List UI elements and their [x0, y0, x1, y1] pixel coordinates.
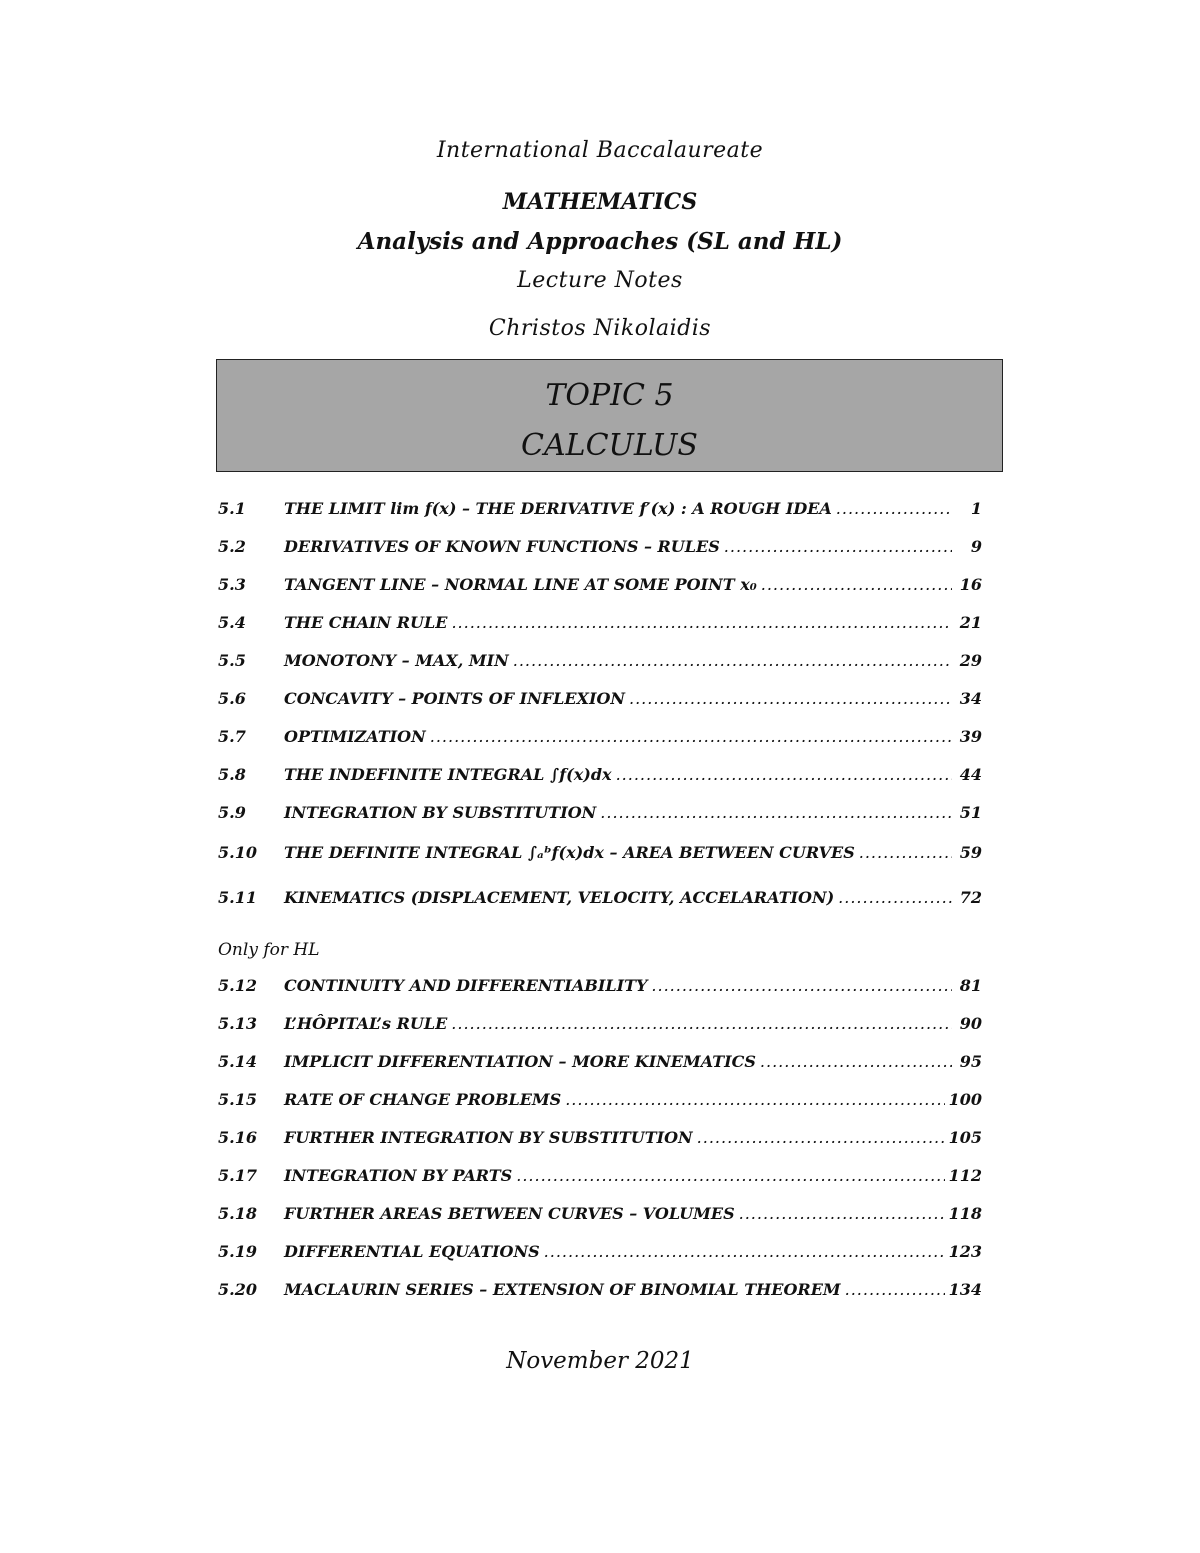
toc-row[interactable]	[218, 803, 982, 831]
toc-page: 1	[970, 499, 982, 518]
toc-page: 29	[959, 651, 982, 670]
toc-leader	[859, 843, 952, 862]
author-name: Christos Nikolaidis	[488, 316, 712, 341]
toc-title: DERIVATIVES OF KNOWN FUNCTIONS – RULES	[284, 537, 720, 556]
toc-leader	[616, 765, 952, 784]
toc-row[interactable]	[218, 1014, 982, 1042]
toc-row[interactable]	[218, 1242, 982, 1270]
toc-row[interactable]	[218, 765, 982, 793]
toc-leader	[629, 689, 952, 708]
toc-title: CONTINUITY AND DIFFERENTIABILITY	[284, 976, 648, 995]
toc-title: THE DEFINITE INTEGRAL ∫ₐᵇf(x)dx – AREA BETWEEN CURVES	[284, 843, 855, 862]
toc-page: 16	[959, 575, 982, 594]
toc-title: OPTIMIZATION	[284, 727, 426, 746]
toc-leader	[544, 1242, 945, 1261]
subject-title: MATHEMATICS	[502, 189, 698, 215]
toc-number: 5.15	[218, 1090, 257, 1109]
course-title: Analysis and Approaches (SL and HL)	[357, 228, 843, 255]
toc-leader	[739, 1204, 945, 1223]
toc-row[interactable]	[218, 537, 982, 565]
toc-leader	[513, 651, 952, 670]
toc-title: KINEMATICS (DISPLACEMENT, VELOCITY, ACCELARATION)	[284, 888, 835, 907]
toc-row[interactable]	[218, 1280, 982, 1308]
toc-row[interactable]	[218, 727, 982, 755]
toc-number: 5.1	[218, 499, 246, 518]
toc-leader	[516, 1166, 944, 1185]
toc-number: 5.18	[218, 1204, 257, 1223]
toc-number: 5.2	[218, 537, 246, 556]
toc-title: FURTHER AREAS BETWEEN CURVES – VOLUMES	[284, 1204, 735, 1223]
toc-number: 5.10	[218, 843, 257, 862]
toc-row[interactable]	[218, 575, 982, 603]
toc-page: 118	[948, 1204, 982, 1223]
toc-number: 5.7	[218, 727, 246, 746]
toc-title: FURTHER INTEGRATION BY SUBSTITUTION	[284, 1128, 693, 1147]
toc-title: IMPLICIT DIFFERENTIATION – MORE KINEMATICS	[284, 1052, 756, 1071]
toc-leader	[838, 888, 952, 907]
institution-name: International Baccalaureate	[436, 138, 764, 163]
toc-row[interactable]	[218, 1052, 982, 1080]
toc-number: 5.12	[218, 976, 257, 995]
toc-number: 5.16	[218, 1128, 257, 1147]
topic-banner	[216, 359, 1003, 472]
toc-page: 51	[959, 803, 982, 822]
toc-row[interactable]	[218, 976, 982, 1004]
toc-page: 39	[959, 727, 982, 746]
toc-number: 5.17	[218, 1166, 257, 1185]
toc-row[interactable]	[218, 651, 982, 679]
toc-page: 95	[959, 1052, 982, 1071]
document-type: Lecture Notes	[517, 268, 683, 293]
toc-leader	[724, 537, 952, 556]
toc-leader	[697, 1128, 945, 1147]
toc-number: 5.5	[218, 651, 246, 670]
publication-date: November 2021	[506, 1348, 694, 1374]
toc-leader	[836, 499, 952, 518]
toc-number: 5.9	[218, 803, 246, 822]
toc-number: 5.14	[218, 1052, 257, 1071]
toc-leader	[761, 575, 952, 594]
toc-row[interactable]	[218, 1090, 982, 1118]
toc-title: INTEGRATION BY PARTS	[284, 1166, 513, 1185]
toc-row[interactable]	[218, 1204, 982, 1232]
toc-title: TANGENT LINE – NORMAL LINE AT SOME POINT x₀	[284, 575, 757, 594]
toc-number: 5.8	[218, 765, 246, 784]
toc-leader	[565, 1090, 944, 1109]
toc-row[interactable]	[218, 613, 982, 641]
toc-title: DIFFERENTIAL EQUATIONS	[284, 1242, 540, 1261]
toc-number: 5.11	[218, 888, 257, 907]
toc-leader	[651, 976, 952, 995]
topic-number: TOPIC 5	[545, 378, 674, 413]
toc-page: 81	[959, 976, 982, 995]
toc-leader	[451, 613, 952, 632]
toc-page: 44	[959, 765, 982, 784]
toc-page: 72	[959, 888, 982, 907]
toc-row[interactable]	[218, 499, 982, 527]
toc-row[interactable]	[218, 689, 982, 717]
toc-title: MONOTONY – MAX, MIN	[284, 651, 509, 670]
toc-page: 90	[959, 1014, 982, 1033]
toc-leader	[430, 727, 952, 746]
toc-number: 5.4	[218, 613, 246, 632]
toc-row[interactable]	[218, 1128, 982, 1156]
toc-page: 105	[948, 1128, 982, 1147]
toc-title: THE CHAIN RULE	[284, 613, 448, 632]
toc-title: MACLAURIN SERIES – EXTENSION OF BINOMIAL THEOREM	[284, 1280, 841, 1299]
toc-leader	[845, 1280, 945, 1299]
toc-page: 9	[970, 537, 982, 556]
toc-title: RATE OF CHANGE PROBLEMS	[284, 1090, 562, 1109]
toc-title: CONCAVITY – POINTS OF INFLEXION	[284, 689, 625, 708]
toc-number: 5.6	[218, 689, 246, 708]
toc-title: INTEGRATION BY SUBSTITUTION	[284, 803, 597, 822]
toc-page: 100	[948, 1090, 982, 1109]
toc-page: 21	[959, 613, 982, 632]
toc-title: THE LIMIT lim f(x) – THE DERIVATIVE f′(x) : A ROUGH IDEA	[284, 499, 832, 518]
toc-page: 59	[959, 843, 982, 862]
toc-page: 123	[948, 1242, 982, 1261]
toc-leader	[451, 1014, 952, 1033]
toc-row[interactable]	[218, 888, 982, 916]
toc-number: 5.19	[218, 1242, 257, 1261]
toc-title: THE INDEFINITE INTEGRAL ∫f(x)dx	[284, 765, 612, 784]
toc-leader	[600, 803, 952, 822]
toc-leader	[760, 1052, 952, 1071]
toc-row[interactable]	[218, 1166, 982, 1194]
toc-page: 112	[948, 1166, 982, 1185]
toc-page: 134	[948, 1280, 982, 1299]
toc-number: 5.13	[218, 1014, 257, 1033]
toc-page: 34	[959, 689, 982, 708]
toc-number: 5.20	[218, 1280, 257, 1299]
toc-row[interactable]	[218, 843, 982, 871]
toc-title: L’HÔPITAL’s RULE	[284, 1014, 448, 1033]
topic-title: CALCULUS	[521, 428, 698, 463]
toc-number: 5.3	[218, 575, 246, 594]
hl-section-label: Only for HL	[218, 940, 320, 960]
